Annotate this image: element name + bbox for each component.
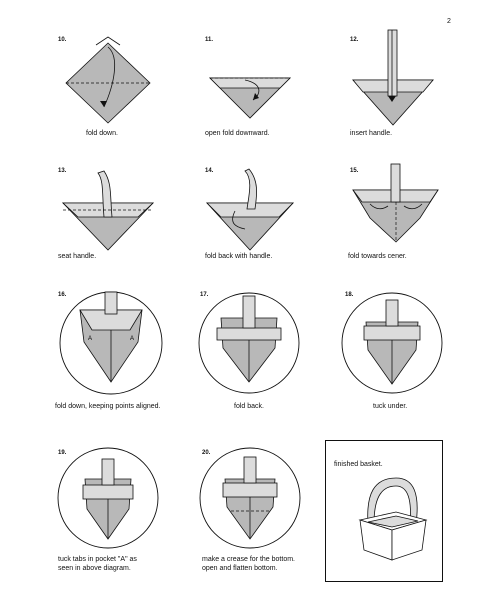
step-12-diagram: [348, 30, 438, 130]
step-15-number: 15.: [350, 168, 359, 174]
step-17-band: [217, 328, 281, 340]
step-19-caption-2: seen in above diagram.: [58, 565, 131, 572]
step-11-diagram: [205, 68, 295, 128]
step-16-label-a-left: A: [88, 336, 93, 342]
step-19-caption-1: tuck tabs in pocket "A" as: [58, 556, 137, 563]
step-11-number: 11.: [205, 37, 214, 43]
step-12-handle: [388, 30, 397, 96]
step-19-diagram: [55, 445, 165, 555]
step-16-label-a-right: A: [130, 336, 135, 342]
step-10-number: 10.: [58, 37, 67, 43]
finished-basket-drawing: [352, 470, 432, 570]
step-13-number: 13.: [58, 168, 67, 174]
step-18-number: 18.: [345, 292, 354, 298]
step-14-caption: fold back with handle.: [205, 253, 273, 260]
step-17-number: 17.: [200, 292, 209, 298]
final-caption: finished basket.: [334, 461, 383, 468]
step-16-number: 16.: [58, 292, 67, 298]
step-10-diagram: [58, 35, 158, 125]
step-11-flap: [210, 78, 290, 88]
step-20-band: [223, 483, 277, 497]
step-15-caption: fold towards cener.: [348, 253, 407, 260]
step-20-handle: [244, 457, 256, 483]
step-17-handle: [243, 296, 255, 328]
step-12-caption: insert handle.: [350, 130, 393, 137]
step-13-caption: seat handle.: [58, 253, 97, 260]
step-20-diagram: [195, 445, 305, 555]
step-16-handle: [105, 292, 117, 314]
step-19-number: 19.: [58, 450, 67, 456]
step-17-caption: fold back.: [234, 403, 264, 410]
step-12-number: 12.: [350, 37, 359, 43]
step-18-caption: tuck under.: [373, 403, 408, 410]
step-20-number: 20.: [202, 450, 211, 456]
step-20-caption-1: make a crease for the bottom.: [202, 556, 295, 563]
step-18-handle: [386, 300, 398, 326]
step-10-caption: fold down.: [86, 130, 118, 137]
step-15-diagram: [348, 160, 443, 250]
step-16-caption: fold down, keeping points aligned.: [55, 403, 161, 410]
step-14-number: 14.: [205, 168, 214, 174]
step-11-caption: open fold downward.: [205, 130, 270, 137]
step-15-handle: [391, 164, 400, 202]
step-17-diagram: [195, 290, 305, 400]
step-19-handle: [102, 459, 114, 485]
step-14-diagram: [205, 165, 295, 255]
step-18-diagram: [340, 290, 445, 400]
step-19-band: [83, 485, 133, 499]
step-18-band: [364, 326, 420, 340]
page-number: 2: [447, 18, 451, 25]
step-13-diagram: [58, 165, 158, 255]
step-20-caption-2: open and flatten bottom.: [202, 565, 278, 572]
step-16-diagram: [52, 290, 172, 400]
